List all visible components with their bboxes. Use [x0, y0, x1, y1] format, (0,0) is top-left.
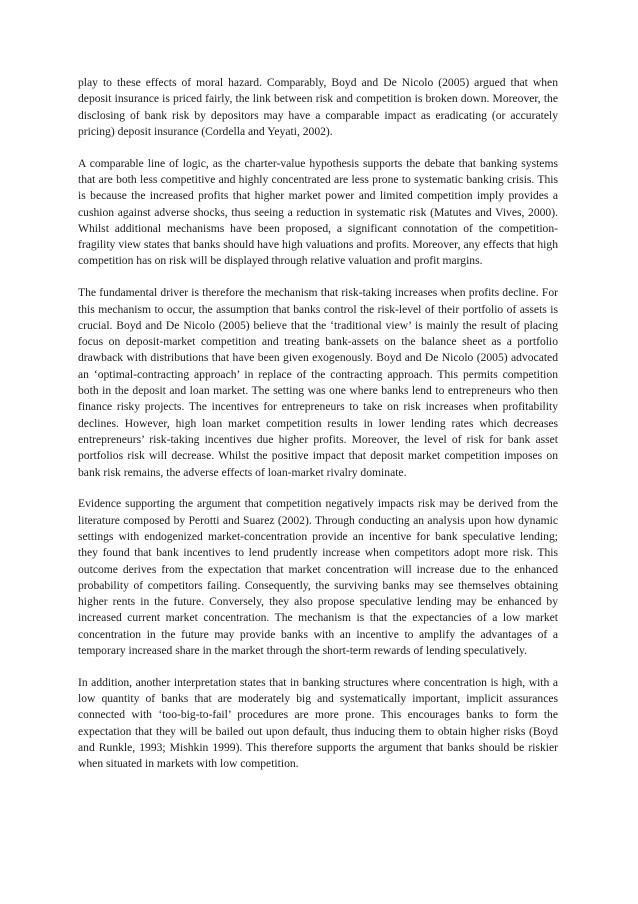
body-text: [78, 75, 558, 773]
paragraph-moral-hazard: play to these effects of moral hazard. Comparably, Boyd and De Nicolo (2005) argued that when deposit insurance is priced fairly, the link between risk and competition is broken down. Moreover, the disclosing of bank risk by depositors may have a comparable impact as eradicating (or accurately pricing) deposit insurance (Cordella and Yeyati, 2002).: [78, 76, 558, 138]
paragraph-charter-value: A comparable line of logic, as the charter-value hypothesis supports the debate that banking systems that are both less competitive and highly concentrated are less prone to systematic banking crisis. This is because the increased profits that higher market power and limited competition imply provides a cushion against adverse shocks, thus seeing a reduction in systematic risk (Matutes and Vives, 2000). Whilst additional mechanisms have been proposed, a significant connotation of the competition-fragility view states that banks should have high valuations and profits. Moreover, any effects that high competition has on risk will be displayed through relative valuation and profit margins.: [78, 156, 558, 268]
paragraph-evidence: Evidence supporting the argument that competition negatively impacts risk may be derived from the literature composed by Perotti and Suarez (2002). Through conducting an analysis upon how dynamic settings with endogenized market-concentration provide an incentive for bank speculative lending; they found that bank incentives to lend prudently increase when competitors adopt more risk. This outcome derives from the expectation that market concentration will increase due to the enhanced probability of competitors failing. Consequently, the surviving banks may see themselves obtaining higher rents in the future. Conversely, they also propose speculative lending may be enhanced by increased current market concentration. The mechanism is that the expectancies of a low market concentration in the future may provide banks with an incentive to amplify the advantages of a temporary increased share in the market through the short-term rewards of lending speculatively.: [78, 497, 558, 657]
paragraph-too-big-to-fail: In addition, another interpretation states that in banking structures where concentration is high, with a low quantity of banks that are moderately big and systematically important, implicit assurances connected with ‘too-big-to-fail’ procedures are more prone. This encourages banks to form the expectation that they will be bailed out upon default, thus inducing them to obtain higher risks (Boyd and Runkle, 1993; Mishkin 1999). This therefore supports the argument that banks should be riskier when situated in markets with low competition.: [78, 675, 558, 771]
paragraph-fundamental-driver: The fundamental driver is therefore the mechanism that risk-taking increases when profits decline. For this mechanism to occur, the assumption that banks control the risk-level of their portfolio of assets is crucial. Boyd and De Nicolo (2005) believe that the ‘traditional view’ is mainly the result of placing focus on deposit-market competition and treating bank-assets on the balance sheet as a portfolio drawback with distributions that have been given exogenously. Boyd and De Nicolo (2005) advocated an ‘optimal-contracting approach’ in replace of the contracting approach. This permits competition both in the deposit and loan market. The setting was one where banks lend to entrepreneurs who then finance risky projects. The incentives for entrepreneurs to take on risk increases when profitability declines. However, high loan market competition results in lower lending rates which decreases entrepreneurs’ risk-taking incentives due higher profits. Moreover, the level of risk for bank asset portfolios risk will decrease. Whilst the positive impact that deposit market competition imposes on bank risk remains, the adverse effects of loan-market rivalry dominate.: [78, 286, 558, 479]
